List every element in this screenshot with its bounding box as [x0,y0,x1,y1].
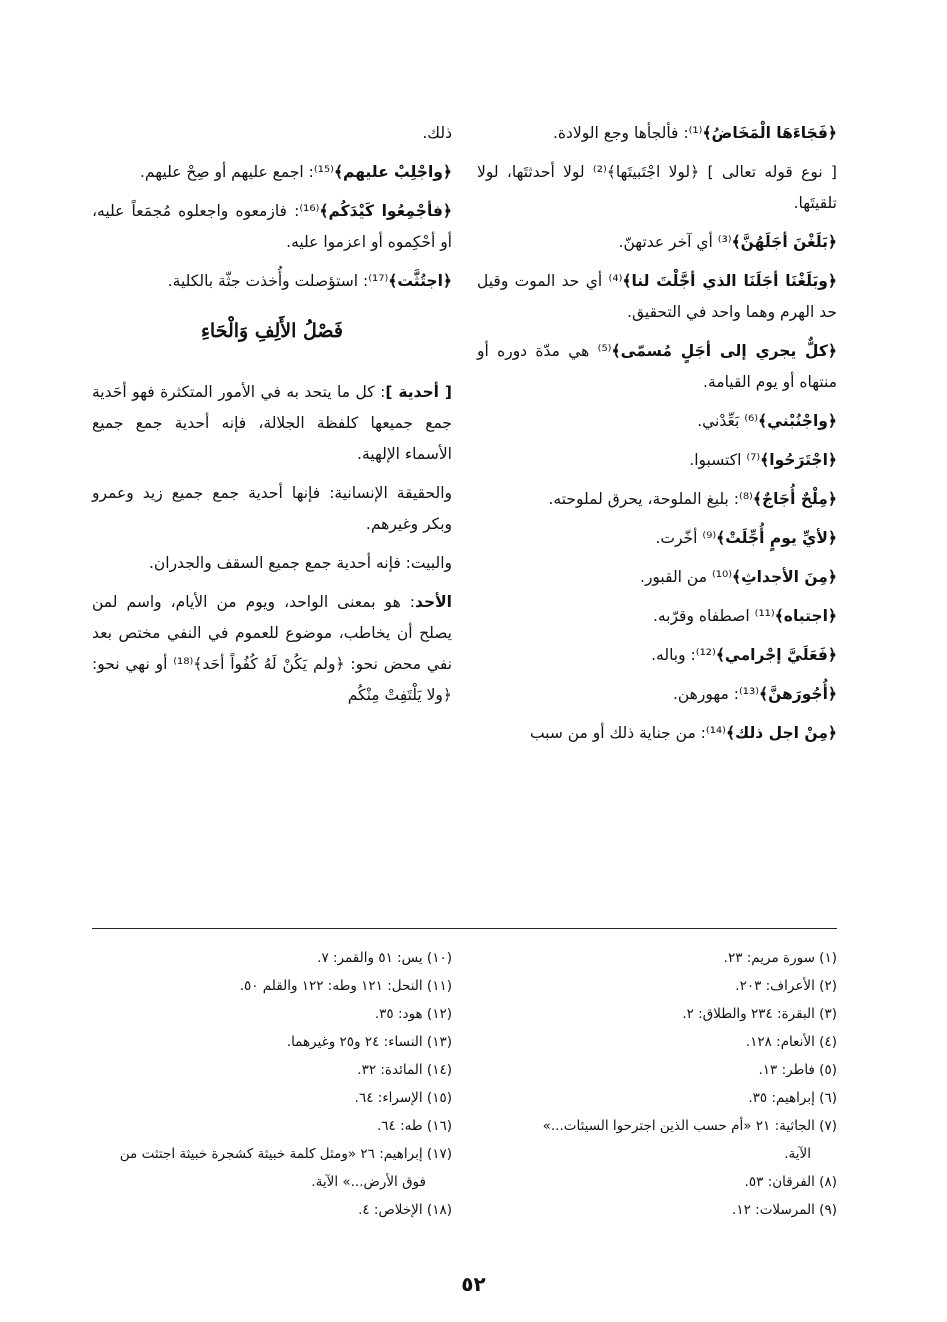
glossary-entry [92,478,452,540]
footnote-ref: ⁽¹³⁾ [738,685,760,703]
entry-definition: : من جناية ذلك أو من سبب [529,724,706,742]
entry-definition: اكتسبوا. [689,451,747,469]
right-column [477,118,837,757]
glossary-entry [477,679,837,710]
entry-term: ﴿وبَلَغْنَا أجَلَنَا الذي أجَّلْتَ لنا﴾ [622,272,837,290]
glossary-entry [477,266,837,328]
footnote: (١٨) الإخلاص: ٤. [358,1202,452,1218]
glossary-entry [92,266,452,297]
entry-term: ﴿فَعَلَيَّ إجْرامي﴾ [715,646,837,664]
left-column-top [92,118,452,297]
glossary-entry [477,562,837,593]
section-heading: فَصْلُ الأَلِفِ وَالْحَاءِ [201,320,343,342]
footnote: (١٤) المائدة: ٣٢. [357,1062,452,1078]
footnote-ref: ⁽¹⁷⁾ [368,272,389,290]
footnotes-left [92,944,452,1224]
glossary-entry [477,601,837,632]
footnote: (٧) الجاثية: ٢١ «أم حسب الذين اجترحوا السيئات...» [542,1118,837,1134]
glossary-entry [92,157,452,188]
footnote: (١٦) طه: ٦٤. [377,1118,452,1134]
entry-term: ﴿واجْنُبْني﴾ [758,412,837,430]
footnote-ref: ⁽¹⁶⁾ [299,202,320,220]
entry-definition: والبيت: فإنه أحدية جمع جميع السقف والجدران. [148,554,452,572]
footnote-ref: ⁽⁵⁾ [597,342,612,360]
footnote: (٤) الأنعام: ١٢٨. [745,1034,837,1050]
glossary-entry [477,406,837,437]
entry-term: ﴿بَلَغْنَ أجَلَهُنَّ﴾ [731,233,837,251]
footnote: (١) سورة مريم: ٢٣. [723,950,837,966]
glossary-entry [92,377,452,470]
entry-definition: والحقيقة الإنسانية: فإنها أحدية جمع جميع زيد وعمرو وبكر وغيرهم. [92,484,452,533]
footnote-ref: ⁽⁴⁾ [608,272,623,290]
glossary-entry [477,118,837,149]
footnote: (٩) المرسلات: ١٢. [732,1202,837,1218]
footnote: (١٠) يس: ٥١ والقمر: ٧. [317,950,452,966]
left-column-bottom [92,377,452,711]
glossary-entry [477,718,837,749]
glossary-entry [477,227,837,258]
glossary-entry [477,640,837,671]
footnote-ref: ⁽⁷⁾ [746,451,761,469]
entry-definition: : استؤصلت وأُخذت جثّة بالكلية. [167,272,369,290]
glossary-entry [477,445,837,476]
entry-term: الأحد [415,593,452,611]
glossary-entry [477,157,837,219]
footnote: الآية. [784,1146,811,1162]
footnote-ref: ⁽¹⁵⁾ [313,163,334,181]
entry-term: ﴿مِنْ اجل ذلك﴾ [725,724,837,742]
footnotes-right [477,944,837,1224]
entry-term: ﴿مِلْحٌ أُجَاجٌ﴾ [752,490,837,508]
entry-definition: : كل ما يتحد به في الأمور المتكثرة فهو أحَدية جمع جميعها كلفظة الجلالة، فإنه أحدية جمع جميع الأسماء الإلهية. [92,383,452,463]
glossary-entry [92,118,452,149]
glossary-entry [477,523,837,554]
footnote-ref: ⁽³⁾ [717,233,732,251]
footnote-ref: ⁽¹⁰⁾ [711,568,733,586]
entry-definition: أي حد الموت وقيل حد الهرم وهما واحد في التحقيق. [477,272,837,321]
entry-term: ﴿فَجَاءَهَا الْمَخَاضُ﴾ [702,124,837,142]
entry-definition: اصطفاه وقرّبه. [652,607,755,625]
footnote: (١٣) النساء: ٢٤ و٢٥ وغيرهما. [286,1034,452,1050]
footnote: (١١) النحل: ١٢١ وطه: ١٢٢ والقلم ٥٠. [239,978,452,994]
footnote: (٣) البقرة: ٢٣٤ والطلاق: ٢. [682,1006,837,1022]
entry-term: ﴿فأجْمِعُوا كَيْدَكُم﴾ [319,202,452,220]
footnote-ref: ⁽¹²⁾ [695,646,716,664]
left-column [92,118,452,719]
footnote-divider [92,928,837,929]
entry-definition: ذلك. [422,124,452,142]
entry-definition: : وباله. [651,646,696,664]
entry-term: ﴿اجْتَرَحُوا﴾ [760,451,837,469]
footnote: (١٧) إبراهيم: ٢٦ «ومثل كلمة خبيثة كشجرة خبيثة اجتثت من [119,1146,452,1162]
entry-definition: : اجمع عليهم أو صِحْ عليهم. [140,163,314,181]
footnote: (١٥) الإسراء: ٦٤. [354,1090,452,1106]
entry-definition: : بليغ الملوحة، يحرق لملوحته. [548,490,740,508]
footnote: (٢) الأعراف: ٢٠٣. [735,978,837,994]
footnote-ref: ⁽⁸⁾ [739,490,753,508]
footnote-ref: ⁽⁶⁾ [744,412,759,430]
footnote-ref: ⁽¹⁴⁾ [705,724,726,742]
footnote: (٥) فاطر: ١٣. [758,1062,837,1078]
entry-term: ﴿اجتُثَّت﴾ [388,272,452,290]
footnote: (٦) إبراهيم: ٣٥. [748,1090,837,1106]
glossary-entry [477,484,837,515]
page-number: ٥٢ [461,1272,486,1296]
entry-term: ﴿مِنَ الأجداثِ﴾ [732,568,837,586]
glossary-entry [92,587,452,711]
entry-term: [ أحدية ] [385,383,452,401]
entry-definition: هي مدّة دوره أو منتهاه أو يوم القيامة. [477,342,837,391]
entry-definition: أي آخر عدتهنّ. [618,233,718,251]
glossary-entry [477,336,837,398]
entry-definition: : فألجأها وجع الولادة. [552,124,689,142]
entry-term: ﴿كلٌّ يجري إلى أجَلٍ مُسمّى﴾ [611,342,837,360]
glossary-entry [92,548,452,579]
entry-definition: [ نوع قوله تعالى ] ﴿لولا اجْتَبيتَها﴾⁽²⁾ لولا أحدثتَها، لولا تلقيتَها. [477,163,837,212]
entry-definition: : فازمعوه واجعلوه مُجمَعاً عليه، أو أحْكِموه أو اعزموا عليه. [92,202,452,251]
entry-definition: من القبور. [640,568,712,586]
footnote: (٨) الفرقان: ٥٣. [744,1174,837,1190]
entry-term: ﴿واجْلِبْ عليهم﴾ [333,163,452,181]
entry-term: ﴿اجتباه﴾ [774,607,837,625]
footnote-ref: ⁽¹⁾ [688,124,703,142]
entry-definition: : مهورهن. [672,685,739,703]
footnote-ref: ⁽¹¹⁾ [754,607,775,625]
footnote-ref: ⁽⁹⁾ [702,529,717,547]
entry-definition: أخّرت. [655,529,703,547]
footnote: فوق الأرض...» الآية. [311,1174,426,1190]
glossary-entry [92,196,452,258]
entry-term: ﴿أُجُورَهنَّ﴾ [759,685,837,703]
entry-term: ﴿لأيِّ يومٍ أُجِّلَتْ﴾ [716,529,837,547]
entry-definition: بَعِّدْني. [697,412,745,430]
footnote: (١٢) هود: ٣٥. [374,1006,452,1022]
entry-definition: : هو بمعنى الواحد، ويوم من الأيام، واسم لمن يصلح أن يخاطب، موضوع للعموم في النفي مختص بعد نفي محض نحو: ﴿ولم يَكُنْ لَهُ كُفُواً أحَد﴾⁽¹⁸⁾ أو نهي نحو: ﴿ولا يَلْتَفِتْ مِنْكُم [92,593,452,704]
